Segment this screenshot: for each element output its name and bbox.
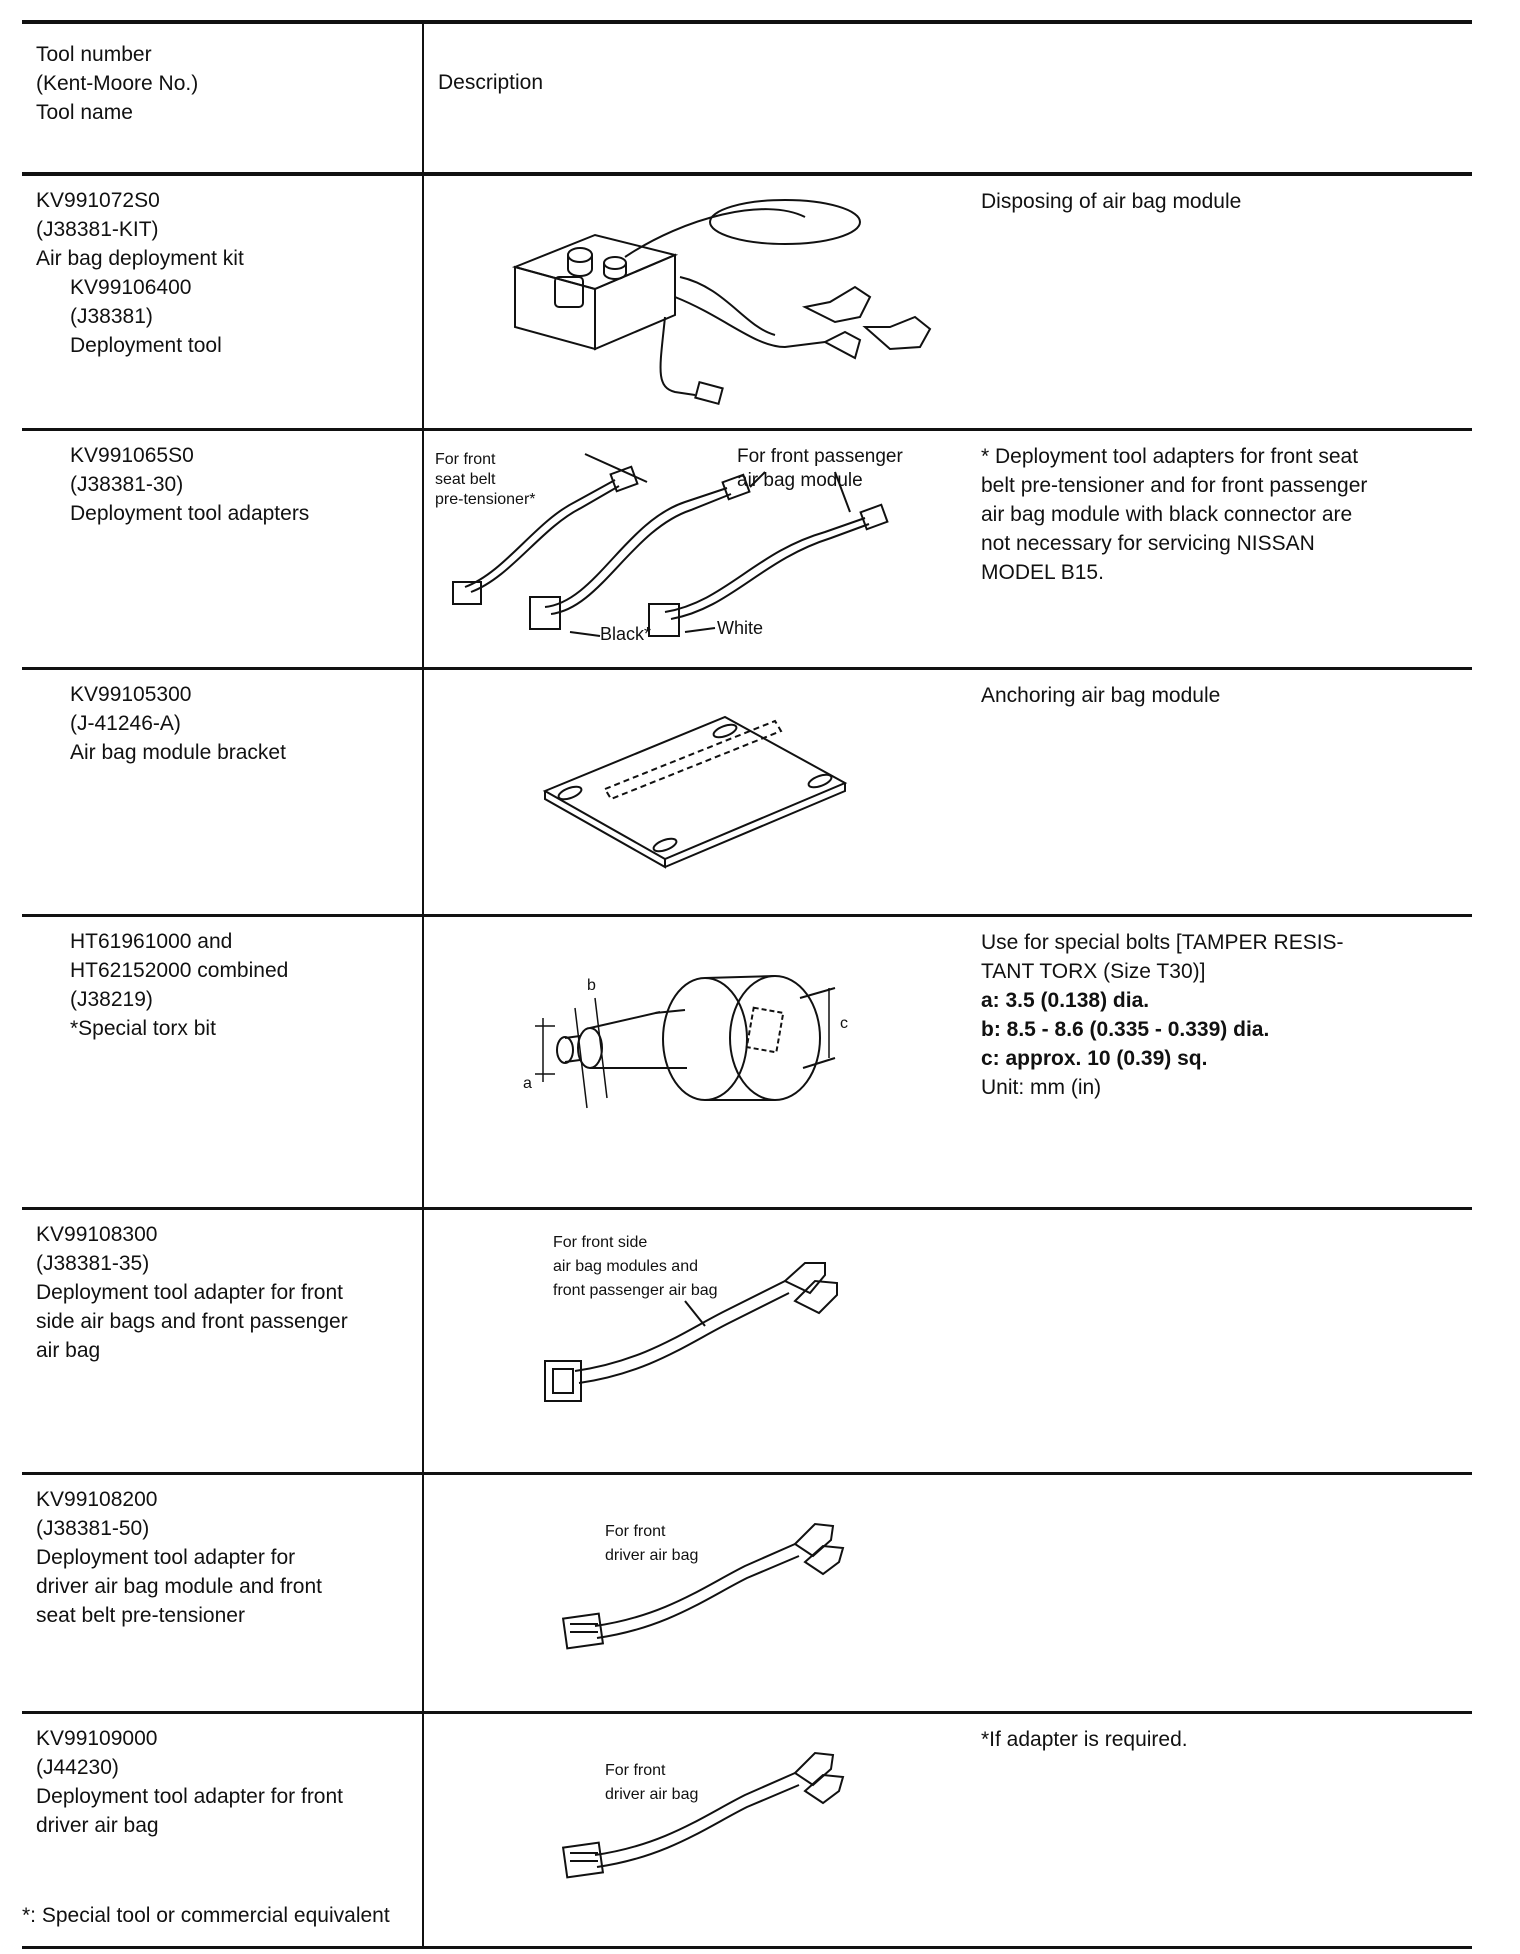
description-text [981, 177, 1451, 427]
kent-moore-number: (J38381-35) [36, 1252, 150, 1275]
table-row [22, 174, 1472, 430]
tool-number-cell [22, 1474, 423, 1713]
fig-label: a [523, 1075, 532, 1092]
tool-name: Deployment tool adapter for [36, 1546, 296, 1569]
tool-number: HT62152000 combined [70, 959, 289, 982]
fig-label: White [717, 618, 764, 638]
description-cell [423, 174, 1472, 430]
dimension-b: b: 8.5 - 8.6 (0.335 - 0.339) dia. [981, 1018, 1270, 1041]
tool-name: *Special torx bit [70, 1017, 216, 1040]
description-line: TANT TORX (Size T30)] [981, 960, 1206, 983]
fig-label: seat belt [435, 471, 496, 488]
fig-label: air bag modules and [553, 1258, 698, 1275]
table-row [22, 1474, 1472, 1713]
fig-label: pre-tensioner* [435, 491, 536, 508]
description-cell [423, 1474, 1472, 1713]
description-text [981, 1715, 1451, 1945]
dimension-a: a: 3.5 (0.138) dia. [981, 989, 1150, 1012]
tool-number: KV99109000 [36, 1727, 158, 1750]
kent-moore-number: (J38381-KIT) [36, 218, 159, 241]
tool-name: air bag [36, 1339, 101, 1362]
tool-number-cell [22, 669, 423, 916]
bracket-illustration [425, 671, 981, 913]
tool-number-cell [22, 174, 423, 430]
fig-label: b [587, 977, 596, 994]
tool-name: driver air bag module and front [36, 1575, 322, 1598]
fig-label: driver air bag [605, 1547, 699, 1564]
header-line: (Kent-Moore No.) [36, 72, 199, 95]
description-text [981, 918, 1451, 1206]
header-description: Description [423, 22, 1472, 174]
torx-bit-illustration [425, 918, 981, 1206]
description-cell [423, 669, 1472, 916]
fig-label: For front passenger [737, 446, 903, 467]
tool-name: Deployment tool adapters [70, 502, 310, 525]
kent-moore-number: (J38381-50) [36, 1517, 150, 1540]
kent-moore-number: (J38381-30) [70, 473, 184, 496]
description-line: * Deployment tool adapters for front seat [981, 445, 1359, 468]
kent-moore-number: (J44230) [36, 1756, 119, 1779]
tool-name: Air bag deployment kit [36, 247, 244, 270]
tool-name: Deployment tool adapter for front [36, 1785, 344, 1808]
description-text [981, 432, 1451, 666]
unit-note: Unit: mm (in) [981, 1076, 1102, 1099]
tool-name: driver air bag [36, 1814, 159, 1837]
special-tools-table [22, 20, 1472, 1949]
description-cell [423, 1209, 1472, 1474]
fig-label: air bag module [737, 470, 863, 491]
dimension-c: c: approx. 10 (0.39) sq. [981, 1047, 1208, 1070]
sub-tool-number: KV99106400 [70, 276, 192, 299]
tool-name: Deployment tool adapter for front [36, 1281, 344, 1304]
deployment-tool-illustration [425, 177, 981, 427]
tool-number: KV991072S0 [36, 189, 160, 212]
table-header [22, 22, 1472, 174]
kent-moore-number: (J38219) [70, 988, 153, 1011]
fig-label: For front [605, 1523, 666, 1540]
fig-label: For front [605, 1762, 666, 1779]
fig-label: driver air bag [605, 1786, 699, 1803]
kent-moore-number: (J-41246-A) [70, 712, 181, 735]
description-cell [423, 916, 1472, 1209]
table-row [22, 430, 1472, 669]
tool-number-cell [22, 1209, 423, 1474]
description-line: Disposing of air bag module [981, 190, 1242, 213]
sub-tool-name: Deployment tool [70, 334, 222, 357]
fig-label: Black* [600, 624, 652, 644]
tool-number: KV99105300 [70, 683, 192, 706]
description-text [981, 1476, 1451, 1710]
description-line: air bag module with black connector are [981, 503, 1353, 526]
table-row [22, 916, 1472, 1209]
driver-adapter-illustration [425, 1476, 981, 1710]
tool-number: KV991065S0 [70, 444, 194, 467]
description-line: Use for special bolts [TAMPER RESIS- [981, 931, 1344, 954]
description-cell [423, 430, 1472, 669]
header-line: Tool name [36, 101, 133, 124]
description-line: *If adapter is required. [981, 1728, 1188, 1751]
tool-number-cell [22, 430, 423, 669]
tool-number: KV99108300 [36, 1223, 158, 1246]
description-text [981, 671, 1451, 913]
fig-label: For front [435, 451, 496, 468]
tool-name: Air bag module bracket [70, 741, 286, 764]
fig-label: front passenger air bag [553, 1282, 718, 1299]
description-line: not necessary for servicing NISSAN [981, 532, 1315, 555]
tool-name: seat belt pre-tensioner [36, 1604, 245, 1627]
tool-number-cell [22, 916, 423, 1209]
tool-number: KV99108200 [36, 1488, 158, 1511]
description-text [981, 1211, 1451, 1471]
footnote: *: Special tool or commercial equivalent [22, 1904, 390, 1927]
header-tool-number [22, 22, 423, 174]
description-line: belt pre-tensioner and for front passenger [981, 474, 1368, 497]
table-row [22, 669, 1472, 916]
tool-number: HT61961000 and [70, 930, 233, 953]
tool-name: side air bags and front passenger [36, 1310, 348, 1333]
side-adapter-illustration [425, 1211, 981, 1471]
fig-label: For front side [553, 1234, 648, 1251]
fig-label: c [840, 1015, 848, 1032]
driver-adapter-illustration [425, 1715, 981, 1945]
description-line: Anchoring air bag module [981, 684, 1221, 707]
header-line: Tool number [36, 43, 152, 66]
adapters-illustration [425, 432, 981, 666]
table-row [22, 1209, 1472, 1474]
description-cell [423, 1713, 1472, 1948]
sub-kent-moore-number: (J38381) [70, 305, 153, 328]
description-line: MODEL B15. [981, 561, 1104, 584]
tool-table-page [22, 20, 1444, 1949]
